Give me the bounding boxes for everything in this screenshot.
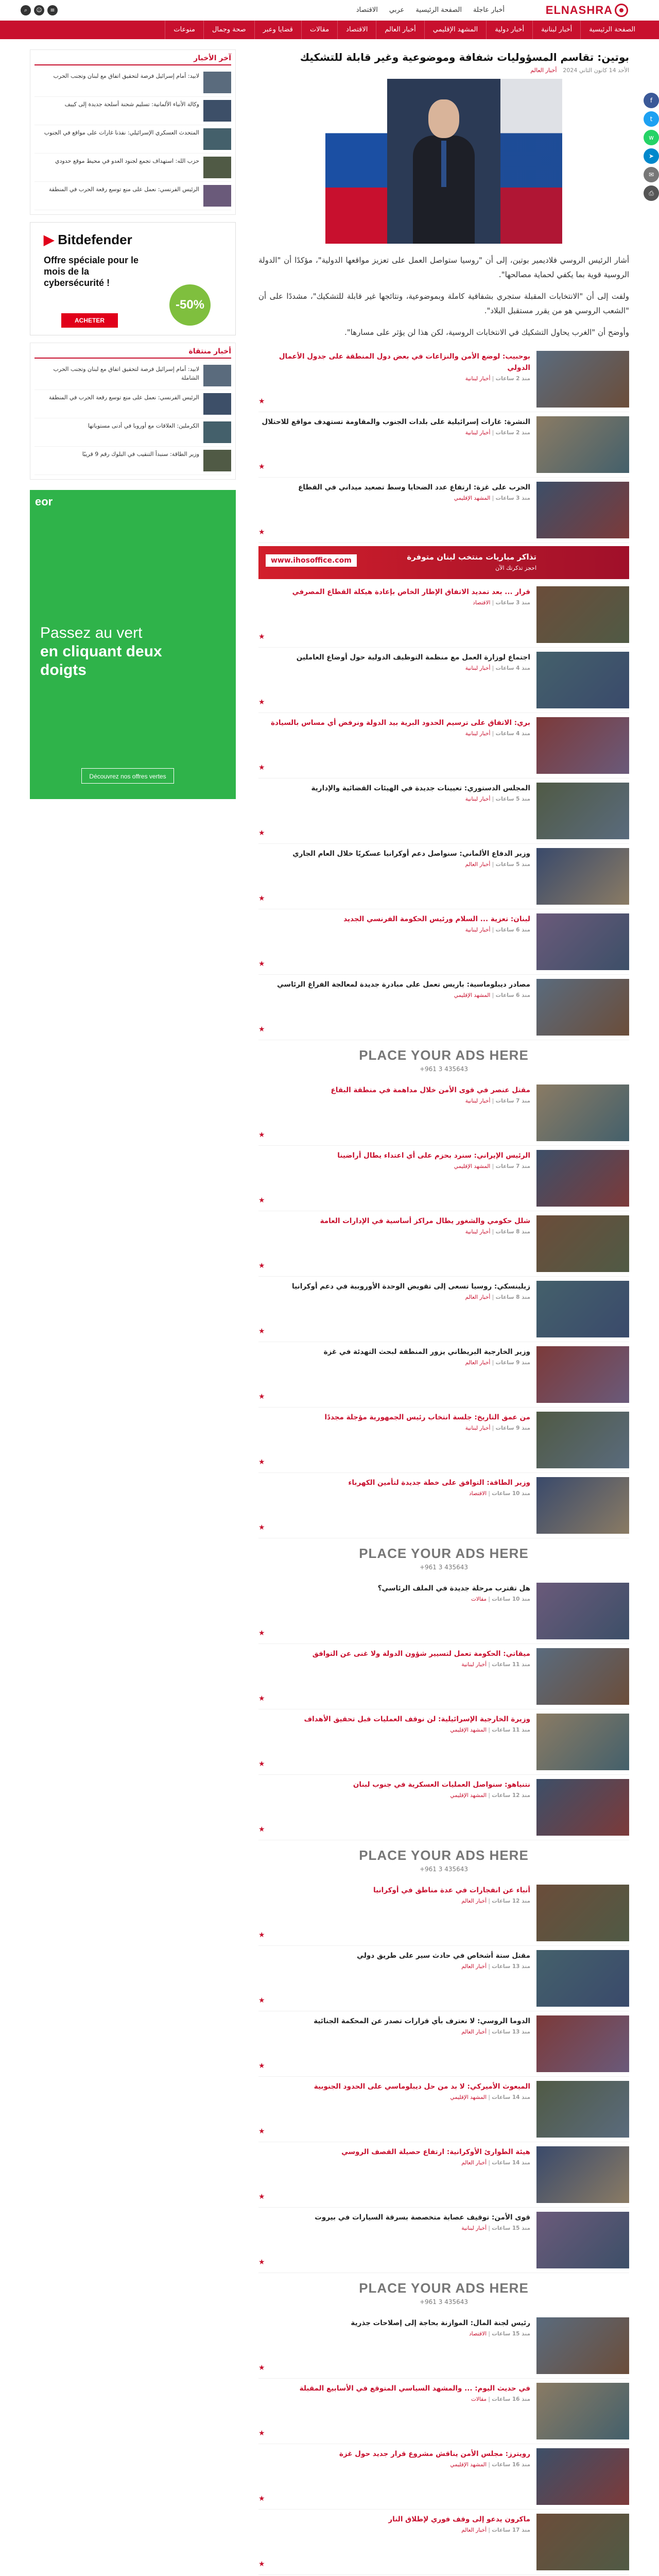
related-thumbnail[interactable] — [536, 1648, 629, 1705]
ad-discount: -50% — [169, 284, 211, 326]
star-icon: ★ — [258, 2193, 265, 2201]
logo-mark-icon — [615, 4, 628, 17]
sidebar-news-item[interactable] — [34, 154, 231, 182]
sidebar-news-text[interactable]: الكرملين: العلاقات مع أوروبا في أدنى مستوياتها — [88, 422, 199, 429]
top-link[interactable]: أخبار عاجلة — [473, 6, 505, 14]
place-ad-phone: +961 3 435643 — [419, 1065, 469, 1073]
related-title[interactable]: في حديث اليوم: ... والمشهد السياسي المتوقع في الأسابيع المقبلة — [299, 2384, 530, 2393]
related-thumbnail[interactable] — [536, 2514, 629, 2570]
article-hero-image — [325, 79, 562, 244]
ad-offer: Offre spéciale pour le mois de la cybersécurité ! — [44, 255, 139, 288]
star-icon: ★ — [258, 2062, 265, 2070]
menu-icon[interactable]: ≡ — [47, 5, 58, 15]
promo-banner[interactable] — [258, 546, 629, 579]
top-link[interactable]: عربي — [389, 6, 405, 14]
star-icon: ★ — [258, 1629, 265, 1637]
related-title[interactable]: رئيس لجنة المال: الموازنة بحاجة إلى إصلاحات جذرية — [351, 2319, 530, 2327]
top-links — [356, 6, 505, 14]
related-thumbnail[interactable] — [536, 1215, 629, 1272]
related-meta: منذ 9 ساعات | أخبار العالم — [465, 1360, 530, 1366]
related-thumbnail[interactable] — [536, 1714, 629, 1770]
related-title[interactable]: شلل حكومي والشغور يطال مراكز أساسية في الإدارات العامة — [320, 1217, 530, 1225]
whatsapp-icon[interactable]: w — [644, 130, 659, 145]
flag-right — [500, 79, 562, 244]
star-icon: ★ — [258, 960, 265, 968]
related-title[interactable]: زيلينسكي: روسيا تسعى إلى تقويض الوحدة الأوروبية في دعم أوكرانيا — [292, 1282, 530, 1291]
related-item[interactable] — [258, 1946, 629, 2011]
sidebar-news-text[interactable]: وكالة الأنباء الألمانية: تسليم شحنة أسلحة جديدة إلى كييف — [64, 101, 199, 108]
star-icon: ★ — [258, 2127, 265, 2136]
sidebar — [30, 49, 236, 799]
related-meta: منذ 8 ساعات | أخبار العالم — [465, 1294, 530, 1300]
star-icon: ★ — [258, 1262, 265, 1270]
related-meta: منذ 2 ساعات | أخبار لبنانية — [465, 430, 530, 436]
article-paragraph: أشار الرئيس الروسي فلاديمير بوتين، إلى أن "روسيا ستواصل العمل على تعزيز مواقعها الدولية"، مؤكدًا أن "الدولة الروسية قوية بما يكفي لحماية مصالحها". — [258, 256, 629, 279]
related-thumbnail[interactable] — [536, 1477, 629, 1534]
related-title[interactable]: نتنياهو: سنواصل العمليات العسكرية في جنوب لبنان — [353, 1781, 530, 1789]
related-thumbnail[interactable] — [536, 1885, 629, 1941]
related-item[interactable] — [258, 1473, 629, 1538]
related-thumbnail[interactable] — [536, 586, 629, 643]
sidebar-news-text[interactable]: وزير الطاقة: سنبدأ التنقيب في البلوك رقم 9 قريبًا — [82, 451, 199, 457]
sidebar-news-item[interactable] — [34, 97, 231, 125]
related-thumbnail[interactable] — [536, 2081, 629, 2138]
related-title[interactable]: قوى الأمن: توقيف عصابة متخصصة بسرقة السيارات في بيروت — [315, 2213, 530, 2222]
star-icon: ★ — [258, 2258, 265, 2266]
related-item[interactable] — [258, 1080, 629, 1146]
place-ad-block[interactable] — [258, 1040, 629, 1080]
related-thumbnail[interactable] — [536, 351, 629, 408]
nav-item[interactable]: الاقتصاد — [337, 21, 376, 39]
related-meta: منذ 12 ساعات | أخبار العالم — [461, 1898, 530, 1904]
related-meta: منذ 7 ساعات | أخبار لبنانية — [465, 1098, 530, 1104]
star-icon: ★ — [258, 1393, 265, 1401]
related-item[interactable] — [258, 1408, 629, 1473]
sidebar-thumbnail[interactable] — [203, 450, 231, 471]
related-thumbnail[interactable] — [536, 1346, 629, 1403]
place-ad-block[interactable] — [258, 1538, 629, 1579]
related-title[interactable]: الحرب على غزة: ارتفاع عدد الضحايا وسط تصعيد ميداني في القطاع — [298, 483, 530, 492]
related-thumbnail[interactable] — [536, 1779, 629, 1836]
related-title[interactable]: وزير الخارجية البريطاني يزور المنطقة لبحث التهدئة في غزة — [323, 1348, 530, 1356]
place-ad-phone: +961 3 435643 — [419, 2298, 469, 2306]
related-thumbnail[interactable] — [536, 482, 629, 538]
sidebar-thumbnail[interactable] — [203, 365, 231, 386]
star-icon: ★ — [258, 764, 265, 772]
related-meta: منذ 14 ساعات | أخبار العالم — [461, 2160, 530, 2166]
related-meta: منذ 13 ساعات | أخبار العالم — [461, 1963, 530, 1970]
related-meta: منذ 5 ساعات | أخبار لبنانية — [465, 796, 530, 802]
related-meta: منذ 7 ساعات | المشهد الإقليمي — [454, 1163, 530, 1170]
star-icon: ★ — [258, 463, 265, 471]
sidebar-thumbnail[interactable] — [203, 157, 231, 178]
related-item[interactable] — [258, 1775, 629, 1840]
telegram-icon[interactable]: ➤ — [644, 148, 659, 164]
related-title[interactable]: بوحبيب: لوضع الأمن والنزاعات في بعض دول المنطقة على جدول الأعمال الدولي — [279, 352, 530, 372]
star-icon: ★ — [258, 1996, 265, 2005]
related-meta: منذ 3 ساعات | الاقتصاد — [473, 600, 530, 606]
star-icon: ★ — [258, 1327, 265, 1335]
related-item[interactable] — [258, 778, 629, 844]
bitdefender-ad[interactable] — [30, 222, 236, 335]
related-title[interactable]: وزير الدفاع الألماني: سنواصل دعم أوكرانيا عسكريًا خلال العام الجاري — [292, 850, 530, 858]
sidebar-news-item[interactable] — [34, 69, 231, 97]
star-icon: ★ — [258, 698, 265, 706]
selected-news-heading: أخبار منتقاة — [34, 347, 231, 359]
related-title[interactable]: من عمق التاريخ: جلسة انتخاب رئيس الجمهورية مؤجلة مجددًا — [324, 1413, 530, 1421]
sidebar-news-item[interactable] — [34, 390, 231, 418]
related-title[interactable]: المبعوث الأميركي: لا بد من حل ديبلوماسي على الحدود الجنوبية — [314, 2082, 530, 2091]
ad-cta-button[interactable]: ACHETER — [61, 313, 118, 328]
nav-item[interactable]: مقالات — [301, 21, 337, 39]
related-thumbnail[interactable] — [536, 416, 629, 473]
related-title[interactable]: رويترز: مجلس الأمن يناقش مشروع قرار جديد حول غزة — [339, 2450, 530, 2458]
related-title[interactable]: مقتل ستة أشخاص في حادث سير على طريق دولي — [357, 1952, 530, 1960]
promo-link[interactable]: www.ihosoffice.com — [266, 554, 357, 567]
print-icon[interactable]: ⎙ — [644, 185, 659, 201]
nav-item[interactable]: المشهد الإقليمي — [424, 21, 486, 39]
related-meta: منذ 10 ساعات | الاقتصاد — [469, 1490, 530, 1497]
facebook-icon[interactable]: f — [644, 93, 659, 108]
selected-news-box — [30, 343, 236, 480]
related-item[interactable] — [258, 1880, 629, 1946]
related-title[interactable]: وزير الطاقة: التوافق على خطة جديدة لتأمين الكهرباء — [348, 1479, 530, 1487]
related-thumbnail[interactable] — [536, 1281, 629, 1337]
ad-brand: ▶ Bitdefender — [44, 232, 132, 247]
related-thumbnail[interactable] — [536, 1583, 629, 1639]
related-thumbnail[interactable] — [536, 2212, 629, 2268]
related-title[interactable]: الدوما الروسي: لا نعترف بأي قرارات تصدر عن المحكمة الجنائية — [314, 2017, 530, 2025]
related-title[interactable]: هل تقترب مرحلة جديدة في الملف الرئاسي؟ — [377, 1584, 530, 1592]
related-thumbnail[interactable] — [536, 717, 629, 774]
place-ad-title: PLACE YOUR ADS HERE — [359, 1848, 529, 1863]
star-icon: ★ — [258, 2429, 265, 2437]
star-icon: ★ — [258, 2560, 265, 2568]
sidebar-news-text[interactable]: لابيد: أمام إسرائيل فرصة لتحقيق اتفاق مع لبنان وتجنب الحرب — [53, 73, 199, 79]
star-icon: ★ — [258, 894, 265, 903]
related-thumbnail[interactable] — [536, 1150, 629, 1207]
sidebar-thumbnail[interactable] — [203, 72, 231, 93]
related-item[interactable] — [258, 2142, 629, 2208]
sidebar-news-item[interactable] — [34, 447, 231, 475]
related-thumbnail[interactable] — [536, 783, 629, 839]
nav-item[interactable]: قضايا وعبر — [254, 21, 301, 39]
sidebar-thumbnail[interactable] — [203, 185, 231, 207]
sidebar-thumbnail[interactable] — [203, 128, 231, 150]
star-icon: ★ — [258, 1825, 265, 1834]
related-title[interactable]: قرار ... بعد تمديد الاتفاق الإطار الخاص بإعادة هيكلة القطاع المصرفي — [292, 588, 530, 596]
related-title[interactable]: الرئيس الإيراني: سنرد بحزم على أي اعتداء يطال أراضينا — [337, 1151, 530, 1160]
star-icon: ★ — [258, 1131, 265, 1139]
related-meta: منذ 15 ساعات | أخبار لبنانية — [461, 2225, 530, 2231]
star-icon: ★ — [258, 1931, 265, 1939]
star-icon: ★ — [258, 1196, 265, 1205]
related-thumbnail[interactable] — [536, 2317, 629, 2374]
related-item[interactable] — [258, 1644, 629, 1709]
star-icon: ★ — [258, 829, 265, 837]
site-logo[interactable] — [546, 3, 628, 18]
top-link[interactable]: الاقتصاد — [356, 6, 378, 14]
related-meta: منذ 6 ساعات | المشهد الإقليمي — [454, 992, 530, 998]
top-link[interactable]: الصفحة الرئيسية — [415, 6, 462, 14]
related-item[interactable] — [258, 2208, 629, 2273]
related-item[interactable] — [258, 347, 629, 412]
related-thumbnail[interactable] — [536, 2015, 629, 2072]
related-meta: منذ 15 ساعات | الاقتصاد — [469, 2331, 530, 2337]
related-thumbnail[interactable] — [536, 2146, 629, 2203]
related-item[interactable] — [258, 2444, 629, 2510]
sidebar-thumbnail[interactable] — [203, 393, 231, 415]
related-meta: منذ 6 ساعات | أخبار لبنانية — [465, 927, 530, 933]
related-item[interactable] — [258, 1211, 629, 1277]
related-item[interactable] — [258, 909, 629, 975]
star-icon: ★ — [258, 1760, 265, 1768]
place-ad-phone: +961 3 435643 — [419, 1866, 469, 1873]
logo-text: ELNASHRA — [545, 4, 613, 16]
sidebar-thumbnail[interactable] — [203, 100, 231, 122]
sidebar-news-item[interactable] — [34, 418, 231, 447]
article-meta — [258, 67, 629, 74]
star-icon: ★ — [258, 528, 265, 536]
twitter-icon[interactable]: t — [644, 111, 659, 127]
speaker-figure — [413, 99, 475, 244]
place-ad-block[interactable] — [258, 1840, 629, 1880]
related-meta: منذ 11 ساعات | أخبار لبنانية — [461, 1662, 530, 1668]
related-title[interactable]: مصادر ديبلوماسية: باريس تعمل على مبادرة جديدة لمعالجة الفراغ الرئاسي — [277, 980, 530, 989]
related-item[interactable] — [258, 1277, 629, 1342]
share-bar — [644, 93, 659, 204]
related-item[interactable] — [258, 1146, 629, 1211]
article-paragraph: وأوضح أن "الغرب يحاول التشكيك في الانتخابات الروسية، لكن هذا لن يؤثر على مسارها". — [344, 328, 629, 337]
related-meta: منذ 9 ساعات | أخبار لبنانية — [465, 1425, 530, 1431]
related-title[interactable]: ماكرون يدعو إلى وقف فوري لإطلاق النار — [388, 2515, 530, 2523]
related-item[interactable] — [258, 975, 629, 1040]
sidebar-news-item[interactable] — [34, 182, 231, 210]
star-icon: ★ — [258, 633, 265, 641]
related-meta: منذ 13 ساعات | أخبار العالم — [461, 2029, 530, 2035]
related-meta: منذ 14 ساعات | المشهد الإقليمي — [450, 2094, 530, 2100]
related-item[interactable] — [258, 478, 629, 543]
main-column — [258, 49, 629, 2576]
eor-cta-button[interactable]: Découvrez nos offres vertes — [81, 768, 174, 784]
related-thumbnail[interactable] — [536, 913, 629, 970]
related-meta: منذ 10 ساعات | مقالات — [471, 1596, 530, 1602]
place-ad-title: PLACE YOUR ADS HERE — [359, 1546, 529, 1561]
sidebar-thumbnail[interactable] — [203, 421, 231, 443]
related-title[interactable]: النشرة: غارات إسرائيلية على بلدات الجنوب والمقاومة تستهدف مواقع للاحتلال — [262, 418, 530, 426]
place-ad-title: PLACE YOUR ADS HERE — [359, 1047, 529, 1063]
article-category[interactable]: أخبار العالم — [530, 67, 557, 74]
article-paragraph: ولفت إلى أن "الانتخابات المقبلة ستجري بشفافية كاملة وبموضوعية، ونتائجها غير قابلة للتشكيك"، مشددًا على أن "الشعب الروسي هو من يقرر مستقبل البلاد". — [258, 292, 629, 315]
related-item[interactable] — [258, 1342, 629, 1408]
related-title[interactable]: مقتل عنصر في قوى الأمن خلال مداهمة في منطقة البقاع — [331, 1086, 530, 1094]
related-meta: منذ 16 ساعات | المشهد الإقليمي — [450, 2462, 530, 2468]
related-title[interactable]: أنباء عن انفجارات في عدة مناطق في أوكرانيا — [373, 1886, 530, 1894]
related-item[interactable] — [258, 648, 629, 713]
email-icon[interactable]: ✉ — [644, 167, 659, 182]
sidebar-news-item[interactable] — [34, 125, 231, 154]
related-thumbnail[interactable] — [536, 2448, 629, 2505]
related-meta: منذ 17 ساعات | أخبار العالم — [461, 2527, 530, 2533]
star-icon: ★ — [258, 2495, 265, 2503]
related-thumbnail[interactable] — [536, 652, 629, 708]
related-title[interactable]: اجتماع لوزارة العمل مع منظمة التوظيف الدولية حول أوضاع العاملين — [296, 653, 530, 662]
related-meta: منذ 5 ساعات | أخبار العالم — [465, 861, 530, 868]
related-item[interactable] — [258, 2077, 629, 2142]
related-news-list — [258, 347, 629, 2576]
star-icon: ★ — [258, 397, 265, 405]
related-thumbnail[interactable] — [536, 1950, 629, 2007]
place-ad-title: PLACE YOUR ADS HERE — [359, 2280, 529, 2296]
sidebar-news-text[interactable]: الرئيس الفرنسي: نعمل على منع توسع رقعة الحرب في المنطقة — [48, 394, 199, 401]
eor-logo: eor — [35, 495, 53, 508]
related-meta: منذ 3 ساعات | المشهد الإقليمي — [454, 495, 530, 501]
related-meta: منذ 4 ساعات | أخبار لبنانية — [465, 665, 530, 671]
nav-item[interactable]: صحة وجمال — [203, 21, 254, 39]
article-body — [258, 253, 629, 340]
star-icon: ★ — [258, 2364, 265, 2372]
star-icon: ★ — [258, 1025, 265, 1033]
related-meta: منذ 11 ساعات | المشهد الإقليمي — [450, 1727, 530, 1733]
related-item[interactable] — [258, 713, 629, 778]
related-item[interactable] — [258, 844, 629, 909]
nav-item[interactable]: الصفحة الرئيسية — [580, 21, 644, 39]
nav-item[interactable]: أخبار لبنانية — [532, 21, 580, 39]
related-meta: منذ 12 ساعات | المشهد الإقليمي — [450, 1792, 530, 1799]
related-item[interactable] — [258, 1579, 629, 1644]
search-icon[interactable]: ⌕ — [21, 5, 31, 15]
related-meta: منذ 16 ساعات | مقالات — [471, 2396, 530, 2402]
star-icon: ★ — [258, 1694, 265, 1703]
related-item[interactable] — [258, 2510, 629, 2575]
related-item[interactable] — [258, 412, 629, 478]
sidebar-news-item[interactable] — [34, 362, 231, 390]
related-thumbnail[interactable] — [536, 848, 629, 905]
flag-left — [325, 79, 387, 244]
related-item[interactable] — [258, 2379, 629, 2444]
sidebar-news-text[interactable]: المتحدث العسكري الإسرائيلي: نفذنا غارات على مواقع في الجنوب — [44, 129, 199, 136]
promo-title: تذاكر مباريات منتخب لبنان متوفرة — [407, 552, 536, 562]
latest-news-heading: آخر الأخبار — [34, 54, 231, 65]
main-navbar — [0, 21, 659, 39]
related-meta: منذ 4 ساعات | أخبار لبنانية — [465, 731, 530, 737]
related-title[interactable]: ميقاتي: الحكومة تعمل لتسيير شؤون الدولة ولا غنى عن التوافق — [312, 1650, 530, 1658]
related-meta: منذ 2 ساعات | أخبار لبنانية — [465, 376, 530, 382]
place-ad-phone: +961 3 435643 — [419, 1564, 469, 1571]
related-title[interactable]: وزيرة الخارجية الإسرائيلية: لن نوقف العمليات قبل تحقيق الأهداف — [304, 1715, 530, 1723]
user-icon[interactable]: ☺ — [34, 5, 44, 15]
star-icon: ★ — [258, 1458, 265, 1466]
top-bar — [0, 0, 659, 21]
related-item[interactable] — [258, 2313, 629, 2379]
related-item[interactable] — [258, 1709, 629, 1775]
sidebar-news-text[interactable]: الرئيس الفرنسي: نعمل على منع توسع رقعة الحرب في المنطقة — [48, 186, 199, 193]
article-title: بوتين: تقاسم المسؤوليات شفافة وموضوعية وغير قابلة للتشكيك — [300, 51, 629, 63]
related-item[interactable] — [258, 2011, 629, 2077]
nav-item[interactable]: أخبار دولية — [486, 21, 532, 39]
nav-item[interactable]: منوعات — [165, 21, 203, 39]
related-item[interactable] — [258, 582, 629, 648]
related-title[interactable]: لبنان: تعزية ... السلام ورئيس الحكومة الفرنسي الجديد — [343, 915, 530, 923]
related-thumbnail[interactable] — [536, 1412, 629, 1468]
related-title[interactable]: هيئة الطوارئ الأوكرانية: ارتفاع حصيلة القصف الروسي — [341, 2148, 530, 2156]
promo-subtitle: احجز تذكرتك الآن — [495, 565, 536, 571]
related-thumbnail[interactable] — [536, 1084, 629, 1141]
related-thumbnail[interactable] — [536, 2383, 629, 2439]
sidebar-news-text[interactable]: لابيد: أمام إسرائيل فرصة لتحقيق اتفاق مع لبنان وتجنب الحرب الشاملة — [53, 366, 199, 381]
related-thumbnail[interactable] — [536, 979, 629, 1036]
nav-item[interactable]: أخبار العالم — [376, 21, 424, 39]
place-ad-block[interactable] — [258, 2273, 629, 2313]
article-date: الأحد 14 كانون الثاني 2024 — [563, 67, 629, 74]
related-title[interactable]: المجلس الدستوري: تعيينات جديدة في الهيئات القضائية والإدارية — [311, 784, 530, 792]
sidebar-news-text[interactable]: حزب الله: استهداف تجمع لجنود العدو في محيط موقع حدودي — [55, 158, 199, 164]
related-title[interactable]: بري: الاتفاق على ترسيم الحدود البرية بيد الدولة ونرفض أي مساس بالسيادة — [270, 719, 530, 727]
eor-ad[interactable] — [30, 490, 236, 799]
eor-ad-text: Passez au vert en cliquant deux doigts — [40, 624, 162, 679]
related-meta: منذ 8 ساعات | أخبار لبنانية — [465, 1229, 530, 1235]
latest-news-box — [30, 49, 236, 215]
star-icon: ★ — [258, 1523, 265, 1532]
